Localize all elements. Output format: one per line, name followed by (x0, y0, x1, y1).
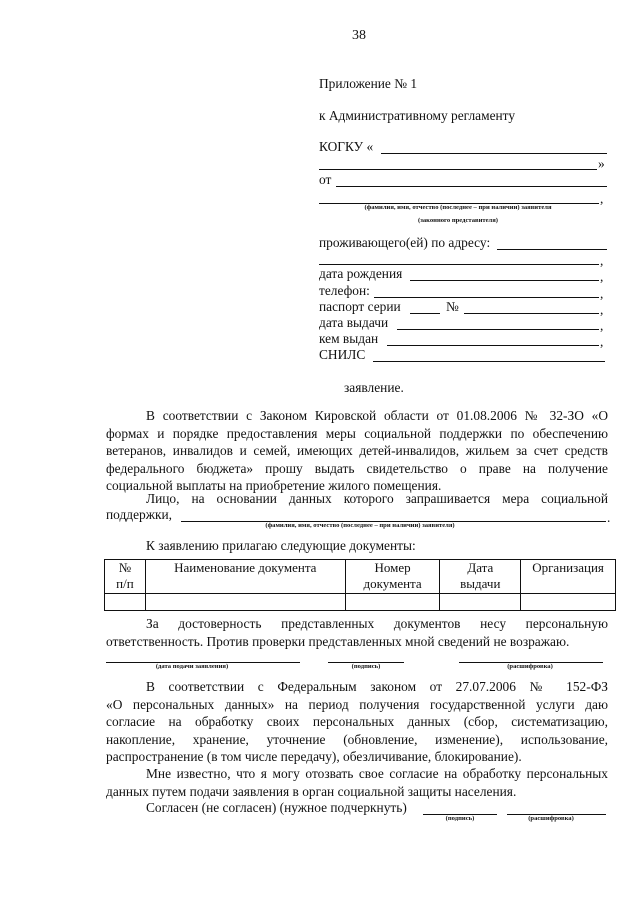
appendix-title: Приложение № 1 (319, 76, 418, 91)
table-header-row (105, 560, 616, 594)
snils-label: СНИЛС (319, 347, 366, 362)
header-text: Дата (467, 560, 494, 575)
comma: , (600, 302, 604, 317)
issue-date-line (397, 329, 599, 330)
header-text: Номер (374, 560, 411, 575)
comma: , (600, 334, 604, 349)
paragraph-line: «О персональных данных» на период получения государственной услуги даю (106, 696, 608, 712)
transcript-caption: (расшифровка) (507, 663, 553, 670)
paragraph-line: данных путем подачи заявления в орган социальной защиты населения. (106, 783, 517, 799)
issued-by-label: кем выдан (319, 331, 379, 346)
fio-caption: (фамилия, имя, отчество (последнее – при наличии) заявителя (364, 204, 552, 211)
statement-title: заявление. (344, 380, 404, 395)
support-label: поддержки, (106, 507, 173, 522)
issued-by-line (387, 345, 599, 346)
representative-caption: (законного представителя) (418, 217, 498, 224)
passport-number-sign: № (446, 299, 459, 314)
beneficiary-paragraph (106, 490, 608, 508)
paragraph-line: В соответствии с Федеральным законом от 27.07.2006 № 152-ФЗ (146, 679, 608, 694)
comma: , (600, 318, 604, 333)
table-cell (440, 594, 521, 611)
statement-paragraph (106, 407, 608, 495)
phone-label: телефон: (319, 283, 370, 298)
issue-date-label: дата выдачи (319, 315, 389, 330)
table-cell (521, 594, 616, 611)
signature-caption: (подпись) (351, 663, 381, 670)
page-number: 38 (352, 28, 366, 43)
birth-date-line (410, 280, 599, 281)
paragraph-line: За достоверность представленных документов несу персональную (146, 616, 608, 631)
header-text: выдачи (460, 576, 501, 591)
col-issue-date (440, 560, 521, 594)
paragraph-line: В соответствии с Законом Кировской области от 01.08.2006 № 32-ЗО «О (146, 408, 608, 423)
col-document-number (345, 560, 440, 594)
address-line-2 (319, 264, 599, 265)
paragraph-line: федерального бюджета» прошу выдать свидетельство о праве на получение (106, 460, 608, 476)
regulation-reference: к Административному регламенту (319, 108, 516, 123)
paragraph-line: ветеранов, инвалидов и семей, имеющих детей-инвалидов, жильем за счет средств (106, 443, 608, 459)
paragraph-line: Лицо, на основании данных которого запрашивается мера социальной (146, 491, 608, 506)
agree-text: Согласен (не согласен) (нужное подчеркнуть) (146, 800, 407, 815)
paragraph-line: формах и порядке предоставления меры социальной поддержки по обеспечению (106, 425, 608, 441)
header-text: п/п (116, 576, 134, 591)
table-cell (345, 594, 440, 611)
kogku-label: КОГКУ « (319, 139, 374, 154)
phone-line (374, 297, 599, 298)
table-cell (105, 594, 146, 611)
paragraph-line: согласие на обработку своих персональных данных (сбор, систематизацию, (106, 714, 608, 730)
date-caption: (дата подачи заявления) (155, 663, 229, 670)
passport-series-label: паспорт серии (319, 299, 401, 314)
kogku-line (381, 153, 607, 154)
documents-table (104, 559, 616, 611)
paragraph-line: социальной выплаты на приобретение жилого помещения. (106, 478, 442, 494)
paragraph-line: ответственность. Против проверки представленных мной сведений не возражаю. (106, 633, 570, 649)
responsibility-paragraph (106, 615, 608, 650)
paragraph-line: распространение (в том числе передачу), обезличивание, блокирование). (106, 749, 522, 765)
birth-date-label: дата рождения (319, 266, 403, 281)
quote-close: » (598, 156, 605, 171)
from-line (336, 186, 607, 187)
paragraph-line: Мне известно, что я могу отозвать свое согласие на обработку персональных (146, 766, 608, 781)
from-label: от (319, 172, 332, 187)
revoke-paragraph (106, 765, 608, 800)
documents-intro: К заявлению прилагаю следующие документы: (146, 538, 416, 553)
address-line (497, 249, 607, 250)
header-text: документа (363, 576, 422, 591)
comma: , (600, 253, 604, 268)
col-document-name: Наименование документа (145, 560, 345, 594)
beneficiary-caption: (фамилия, имя, отчество (последнее – при наличии) заявителя) (265, 522, 455, 529)
col-number (105, 560, 146, 594)
passport-number-line (464, 313, 599, 314)
period: . (607, 510, 611, 525)
header-text: № (118, 560, 132, 575)
col-organization: Организация (521, 560, 616, 594)
passport-series-line (410, 313, 440, 314)
consent-paragraph (106, 678, 608, 766)
paragraph-line: накопление, хранение, уточнение (обновление, изменение), использование, (106, 731, 608, 747)
kogku-line-2 (319, 169, 597, 170)
comma: , (600, 191, 604, 206)
agree-transcript-caption: (расшифровка) (528, 815, 574, 822)
comma: , (600, 286, 604, 301)
address-label: проживающего(ей) по адресу: (319, 235, 491, 250)
table-cell (145, 594, 345, 611)
snils-line (373, 361, 605, 362)
comma: , (600, 269, 604, 284)
table-row (105, 594, 616, 611)
agree-signature-caption: (подпись) (445, 815, 475, 822)
